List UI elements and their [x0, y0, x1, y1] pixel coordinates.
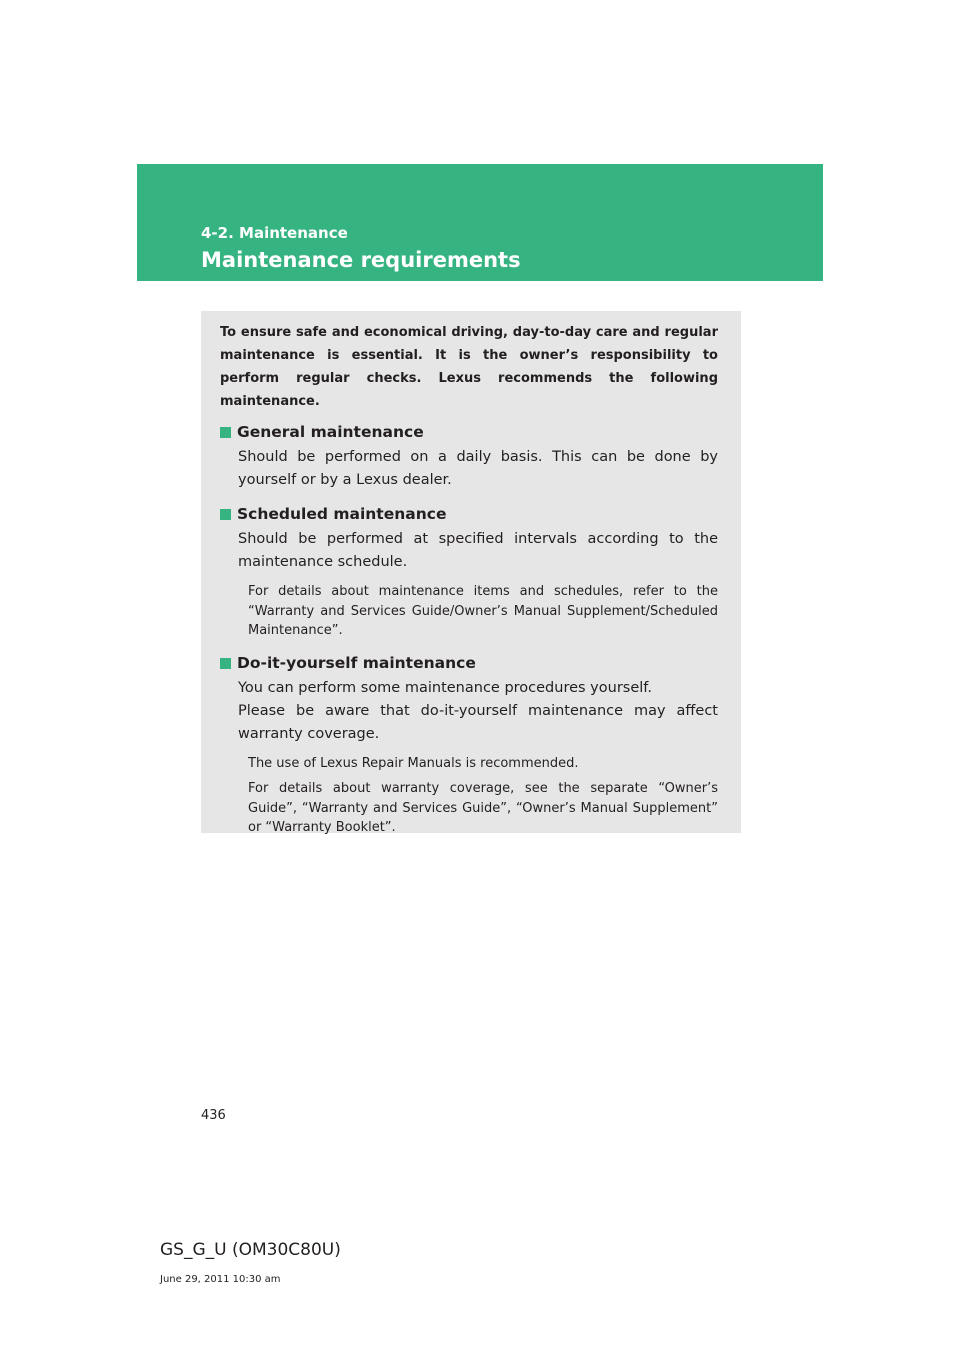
item-heading [220, 651, 718, 676]
page-number: 436 [201, 1108, 226, 1123]
document-code: GS_G_U (OM30C80U) [160, 1240, 341, 1260]
item-body [238, 446, 718, 492]
square-bullet-icon [220, 427, 231, 438]
item-body-text: Should be performed at specified intervals according to the maintenance schedule. [238, 531, 718, 570]
item-body-text: Please be aware that do-it-yourself maintenance may affect warranty coverage. [238, 702, 718, 742]
section-header-band [137, 164, 823, 281]
item-body-text: You can perform some maintenance procedures yourself. [238, 679, 652, 696]
item-do-it-yourself-maintenance [220, 651, 718, 838]
item-heading-text: General maintenance [237, 423, 424, 441]
content-box [201, 311, 741, 833]
item-note: The use of Lexus Repair Manuals is recommended. [248, 755, 579, 771]
section-label: 4-2. Maintenance [201, 224, 348, 242]
item-body [238, 528, 718, 574]
item-body-text: Should be performed on a daily basis. This can be done by yourself or by a Lexus dealer. [238, 449, 718, 488]
item-body [238, 677, 718, 746]
item-heading-text: Do-it-yourself maintenance [237, 653, 476, 672]
item-scheduled-maintenance [220, 502, 718, 641]
item-heading [220, 502, 718, 527]
item-general-maintenance [220, 420, 718, 492]
document-date: June 29, 2011 10:30 am [160, 1274, 281, 1285]
item-heading [220, 420, 718, 445]
item-note: For details about warranty coverage, see the separate “Owner’s Guide”, “Warranty and Services Guide”, “Owner’s Manual Supplement” or “Warranty Booklet”. [248, 781, 718, 835]
square-bullet-icon [220, 509, 231, 520]
intro-text: To ensure safe and economical driving, day-to-day care and regular maintenance is essential. It is the owner’s responsibility to perform regular checks. Lexus recommends the following maintenance. [220, 325, 718, 409]
square-bullet-icon [220, 658, 231, 669]
item-note: For details about maintenance items and schedules, refer to the “Warranty and Services Guide/Owner’s Manual Supplement/Scheduled Maintenance”. [248, 584, 718, 638]
item-heading-text: Scheduled maintenance [237, 505, 447, 523]
page-title: Maintenance requirements [201, 248, 521, 272]
